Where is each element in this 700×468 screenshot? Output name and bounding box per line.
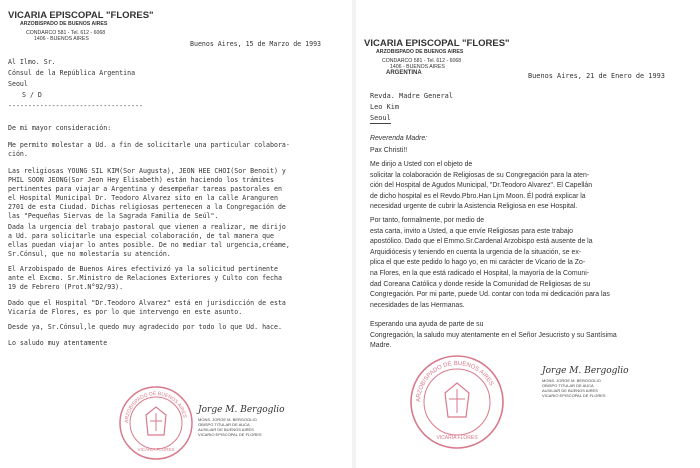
archdiocese-seal xyxy=(408,353,506,451)
paragraph-5: Dado que el Hospital "Dr.Teodoro Alvarez" está en jurisdicción de esta Vicaría de Flores, es por lo que intervengo en este asunto. xyxy=(8,299,286,316)
paragraph-2: Por tanto, formalmente, por medio de esta carta, invito a Usted, a que envíe Religiosas para este trabajo apostólico. Dado que el Emmo.Sr.Cardenal Arzobispo está ausente de la Arquidiócesis y teniendo en cuenta la urgencia de la situación, se ex- plica el que este pedido lo hago yo, en mi carácter de Vicario de la Zo- na Flores, en la que está radicado el Hospital, la mayoría de la Comuni- dad Coreana Católica y donde reside la Comunidad de Religiosas de su Congregación. Por mi parte, puede Ud. contar con toda mi dedicación para las necesidades de las Hermanas. xyxy=(370,217,610,309)
letterhead-address2: 1406 - BUENOS AIRES xyxy=(390,64,445,70)
letterhead-right xyxy=(364,38,510,76)
signature-line-2: OBISPO TITULAR DE AUCA xyxy=(542,383,594,388)
letterhead-country: ARGENTINA xyxy=(386,70,422,76)
sd-line: S / D xyxy=(22,91,42,99)
recipient-line-1: Al Ilmo. Sr. xyxy=(8,58,56,66)
paragraph-4: El Arzobispado de Buenos Aires efectivizó ya la solicitud pertinente ante el Excmo. Sr.Ministro de Relaciones Exteriores y Culto con fecha 19 de Febrero (Prot.N°92/93). xyxy=(8,265,282,291)
recipient-line-3: Seoul xyxy=(370,114,391,122)
letterhead-address2: 1406 - BUENOS AIRES xyxy=(34,36,89,42)
signature-line-3: AUXILIAR DE BUENOS AIRES xyxy=(198,427,254,432)
letterhead-subtitle: ARZOBISPADO DE BUENOS AIRES xyxy=(20,21,108,27)
signature-line-3: AUXILIAR DE BUENOS AIRES xyxy=(542,388,598,393)
letterhead-left xyxy=(8,10,154,42)
paragraph-3: Dada la urgencia del trabajo pastoral que vienen a realizar, me dirijo a Ud. para solicitarle una especial colaboración, de tal manera que ellas puedan viajar lo antes posible. De no mediar tal urgencia,créame, Sr.Cónsul, que no molestaría su atención. xyxy=(8,223,290,258)
seal-inner-text: VICARIA FLORES xyxy=(137,447,175,452)
archdiocese-seal xyxy=(118,385,194,461)
letterhead-subtitle: ARZOBISPADO DE BUENOS AIRES xyxy=(376,49,464,55)
paragraph-3: Esperando una ayuda de parte de su Congregación, la saludo muy atentamente en el Señor Jesucristo y su Santísima Madre. xyxy=(370,321,617,350)
paragraph-2: Las religiosas YOUNG SIL KIM(Sor Augusta), JEON HEE CHOI(Sor Benoit) y PHIL SOON JEONG(Sor Jeon Hey Elisabeth) están haciendo los trámites pertinentes para viajar a Argentina y desempeñar tareas pastorales en el Hospital Municipal Dr. Teodoro Alvarez sito en la calle Aranguren 2701 de esta Ciudad. Dichas religiosas pertenecen a la Congregación de las "Pequeñas Siervas de la Sagrada Familia de Seúl". xyxy=(8,167,286,220)
signature-block xyxy=(198,405,285,437)
seal-text: ARZOBISPADO DE BUENOS AIRES xyxy=(123,390,188,424)
recipient-line-2: Leo Kim xyxy=(370,103,400,111)
paragraph-6: Desde ya, Sr.Cónsul,le quedo muy agradecido por todo lo que Ud. hace. xyxy=(8,323,282,331)
signature-line-2: OBISPO TITULAR DE AUCA xyxy=(198,422,250,427)
signature-block xyxy=(542,366,629,398)
signature-scrawl: Jorge M. Bergoglio xyxy=(198,405,285,415)
recipient-line-3: Seoul xyxy=(8,80,28,88)
letterhead-title: VICARIA EPISCOPAL "FLORES" xyxy=(364,38,510,49)
greeting: Pax Christi!! xyxy=(370,147,408,154)
signature-line-4: VICARIO EPISCOPAL DE FLORES xyxy=(542,393,606,398)
salutation: De mi mayor consideración: xyxy=(8,124,112,132)
signature-scrawl: Jorge M. Bergoglio xyxy=(542,366,629,376)
salutation: Reverenda Madre: xyxy=(370,135,428,142)
signature-line-4: VICARIO EPISCOPAL DE FLORES xyxy=(198,432,262,437)
paragraph-1: Me permito molestar a Ud. a fin de solicitarle una particular colabora- ción. xyxy=(8,141,290,158)
letter-date: Buenos Aires, 15 de Marzo de 1993 xyxy=(190,40,322,48)
recipient-line-2: Cónsul de la República Argentina xyxy=(8,69,136,77)
seal-text: ARZOBISPADO DE BUENOS AIRES xyxy=(415,360,494,403)
recipient-line-1: Revda. Madre General xyxy=(370,92,453,100)
signature-line-1: MONS. JORGE M. BERGOGLIO xyxy=(198,417,257,422)
paragraph-7: Lo saludo muy atentamente xyxy=(8,339,108,347)
letterhead-address1: CONDARCO 581 - Tel. 612 - 6068 xyxy=(382,58,462,64)
paragraph-1: Me dirijo a Usted con el objeto de solicitar la colaboración de Religiosas de su Congregación para la aten- ción del Hospital de Agudos Municipal, "Dr.Teodoro Alvarez". El Capellán de dicho hospital es el Revdo.Pbro.Han Ljm Moon. Él podrá explicar la necesidad urgente de cubrir la Asistencia Religiosa en ese Hospital. xyxy=(370,161,593,211)
separator-rule: ---------------------------------- xyxy=(8,102,143,110)
letterhead-title: VICARIA EPISCOPAL "FLORES" xyxy=(8,10,154,21)
seal-inner-text: VICARIA FLORES xyxy=(436,435,478,441)
letter-right xyxy=(356,0,700,468)
letter-date: Buenos Aires, 21 de Enero de 1993 xyxy=(528,72,665,80)
letterhead-address1: CONDARCO 581 - Tel. 612 - 6068 xyxy=(26,30,106,36)
signature-line-1: MONS. JORGE M. BERGOGLIO xyxy=(542,378,601,383)
